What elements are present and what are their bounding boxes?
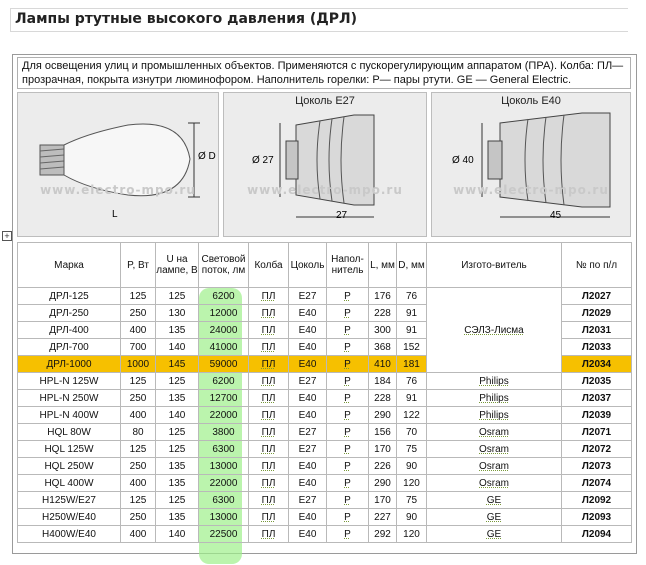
cell-diameter: 181: [397, 356, 427, 373]
cell-diameter: 75: [397, 492, 427, 509]
table-row: [18, 441, 632, 458]
cell-maker: GE: [427, 492, 562, 509]
cell-bulb: ПЛ: [249, 373, 289, 390]
cell-socket: E40: [289, 356, 327, 373]
cell-voltage: 125: [156, 373, 199, 390]
cell-maker: Philips: [427, 373, 562, 390]
cell-brand: H400W/E40: [18, 526, 121, 543]
cell-brand: HQL 125W: [18, 441, 121, 458]
cell-brand: HQL 400W: [18, 475, 121, 492]
cell-maker: Osram: [427, 475, 562, 492]
cell-maker: СЭЛЗ-Лисма: [427, 288, 562, 373]
table-row: [18, 526, 632, 543]
col-filler: Напол-нитель: [327, 243, 369, 288]
table-row: [18, 475, 632, 492]
cell-brand: ДРЛ-1000: [18, 356, 121, 373]
cell-filler: Р: [327, 526, 369, 543]
cell-maker: Osram: [427, 424, 562, 441]
cell-filler: Р: [327, 458, 369, 475]
cell-flux: 6300: [199, 441, 249, 458]
cell-code: Л2035: [562, 373, 632, 390]
cell-filler: Р: [327, 424, 369, 441]
col-power: P, Вт: [121, 243, 156, 288]
cell-flux: 12000: [199, 305, 249, 322]
cell-length: 176: [369, 288, 397, 305]
cell-diameter: 76: [397, 288, 427, 305]
cell-code: Л2074: [562, 475, 632, 492]
cell-bulb: ПЛ: [249, 288, 289, 305]
cell-bulb: ПЛ: [249, 305, 289, 322]
cell-length: 228: [369, 305, 397, 322]
cell-socket: E27: [289, 441, 327, 458]
cell-code: Л2094: [562, 526, 632, 543]
cell-brand: HQL 80W: [18, 424, 121, 441]
cell-flux: 6300: [199, 492, 249, 509]
cell-diameter: 90: [397, 458, 427, 475]
cell-voltage: 135: [156, 458, 199, 475]
col-diameter: D, мм: [397, 243, 427, 288]
cell-code: Л2027: [562, 288, 632, 305]
cell-socket: E40: [289, 475, 327, 492]
cell-voltage: 145: [156, 356, 199, 373]
cell-diameter: 120: [397, 475, 427, 492]
cell-filler: Р: [327, 356, 369, 373]
cell-flux: 13000: [199, 458, 249, 475]
cell-filler: Р: [327, 288, 369, 305]
lamp-table: [17, 242, 632, 543]
cell-socket: E40: [289, 322, 327, 339]
cell-filler: Р: [327, 441, 369, 458]
cell-code: Л2071: [562, 424, 632, 441]
col-length: L, мм: [369, 243, 397, 288]
cell-length: 228: [369, 390, 397, 407]
cell-power: 1000: [121, 356, 156, 373]
cell-voltage: 135: [156, 322, 199, 339]
cell-bulb: ПЛ: [249, 339, 289, 356]
cell-power: 400: [121, 526, 156, 543]
table-row: [18, 458, 632, 475]
cell-diameter: 76: [397, 373, 427, 390]
cell-power: 700: [121, 339, 156, 356]
table-row: [18, 492, 632, 509]
e40-diameter-label: Ø 40: [452, 155, 474, 166]
cell-brand: ДРЛ-250: [18, 305, 121, 322]
col-brand: Марка: [18, 243, 121, 288]
cell-code: Л2034: [562, 356, 632, 373]
table-header-row: [18, 243, 632, 288]
cell-filler: Р: [327, 322, 369, 339]
table-row: [18, 288, 632, 305]
cell-brand: HPL-N 400W: [18, 407, 121, 424]
cell-code: Л2039: [562, 407, 632, 424]
page-title: Лампы ртутные высокого давления (ДРЛ): [10, 8, 628, 32]
cell-diameter: 91: [397, 390, 427, 407]
socket-e40-caption: Цоколь E40: [501, 95, 561, 107]
cell-flux: 59000: [199, 356, 249, 373]
cell-voltage: 125: [156, 492, 199, 509]
cell-code: Л2031: [562, 322, 632, 339]
watermark: www.electro-mpo.ru: [40, 183, 196, 197]
cell-diameter: 122: [397, 407, 427, 424]
table-row: [18, 424, 632, 441]
cell-brand: ДРЛ-400: [18, 322, 121, 339]
cell-voltage: 140: [156, 526, 199, 543]
cell-socket: E40: [289, 458, 327, 475]
cell-code: Л2029: [562, 305, 632, 322]
description-text: Для освещения улиц и промышленных объектов. Применяются с пускорегулирующим аппаратом (ПРА). Колба: ПЛ— прозрачная, покрыта изнутри люминофором. Наполнитель горелки: Р— пары ртути. GE — General Electric.: [17, 57, 631, 89]
cell-filler: Р: [327, 492, 369, 509]
cell-power: 400: [121, 407, 156, 424]
cell-socket: E27: [289, 373, 327, 390]
cell-voltage: 135: [156, 475, 199, 492]
cell-power: 125: [121, 373, 156, 390]
cell-maker: Osram: [427, 441, 562, 458]
cell-filler: Р: [327, 407, 369, 424]
cell-length: 292: [369, 526, 397, 543]
cell-filler: Р: [327, 339, 369, 356]
cell-code: Л2093: [562, 509, 632, 526]
cell-code: Л2037: [562, 390, 632, 407]
cell-voltage: 125: [156, 441, 199, 458]
cell-bulb: ПЛ: [249, 424, 289, 441]
cell-flux: 6200: [199, 373, 249, 390]
cell-flux: 3800: [199, 424, 249, 441]
e40-length-label: 45: [550, 210, 562, 221]
cell-bulb: ПЛ: [249, 441, 289, 458]
col-socket: Цоколь: [289, 243, 327, 288]
cell-socket: E40: [289, 390, 327, 407]
watermark: www.electro-mpo.ru: [247, 183, 403, 197]
cell-length: 290: [369, 475, 397, 492]
lamp-diameter-label: Ø D: [198, 151, 216, 162]
cell-socket: E27: [289, 424, 327, 441]
cell-maker: GE: [427, 526, 562, 543]
cell-power: 125: [121, 288, 156, 305]
cell-bulb: ПЛ: [249, 458, 289, 475]
cell-bulb: ПЛ: [249, 526, 289, 543]
col-flux: Световой поток, лм: [199, 243, 249, 288]
cell-power: 400: [121, 322, 156, 339]
col-bulb: Колба: [249, 243, 289, 288]
cell-length: 184: [369, 373, 397, 390]
cell-flux: 6200: [199, 288, 249, 305]
cell-filler: Р: [327, 373, 369, 390]
cell-length: 170: [369, 492, 397, 509]
cell-power: 250: [121, 305, 156, 322]
table-row: [18, 373, 632, 390]
cell-code: Л2033: [562, 339, 632, 356]
cell-socket: E27: [289, 492, 327, 509]
cell-bulb: ПЛ: [249, 356, 289, 373]
cell-flux: 22500: [199, 526, 249, 543]
cell-code: Л2073: [562, 458, 632, 475]
cell-power: 250: [121, 390, 156, 407]
cell-bulb: ПЛ: [249, 509, 289, 526]
table-row: [18, 407, 632, 424]
cell-voltage: 140: [156, 407, 199, 424]
cell-power: 250: [121, 509, 156, 526]
table-move-handle[interactable]: +: [2, 231, 12, 241]
cell-diameter: 75: [397, 441, 427, 458]
cell-diameter: 120: [397, 526, 427, 543]
cell-bulb: ПЛ: [249, 492, 289, 509]
cell-length: 156: [369, 424, 397, 441]
cell-voltage: 125: [156, 424, 199, 441]
cell-voltage: 135: [156, 509, 199, 526]
cell-bulb: ПЛ: [249, 390, 289, 407]
cell-brand: H250W/E40: [18, 509, 121, 526]
cell-length: 410: [369, 356, 397, 373]
cell-filler: Р: [327, 475, 369, 492]
cell-flux: 13000: [199, 509, 249, 526]
cell-brand: HPL-N 125W: [18, 373, 121, 390]
cell-filler: Р: [327, 305, 369, 322]
cell-bulb: ПЛ: [249, 407, 289, 424]
lamp-drawing: [18, 93, 220, 238]
e27-diameter-label: Ø 27: [252, 155, 274, 166]
cell-length: 290: [369, 407, 397, 424]
col-maker: Изгото-витель: [427, 243, 562, 288]
cell-flux: 24000: [199, 322, 249, 339]
cell-voltage: 125: [156, 288, 199, 305]
cell-flux: 22000: [199, 475, 249, 492]
cell-maker: Philips: [427, 407, 562, 424]
cell-brand: HQL 250W: [18, 458, 121, 475]
socket-e40-figure: [431, 92, 631, 237]
cell-maker: GE: [427, 509, 562, 526]
col-code: № по п/л: [562, 243, 632, 288]
cell-brand: ДРЛ-700: [18, 339, 121, 356]
cell-diameter: 70: [397, 424, 427, 441]
cell-diameter: 90: [397, 509, 427, 526]
cell-power: 125: [121, 441, 156, 458]
cell-bulb: ПЛ: [249, 322, 289, 339]
cell-bulb: ПЛ: [249, 475, 289, 492]
cell-brand: ДРЛ-125: [18, 288, 121, 305]
cell-maker: Philips: [427, 390, 562, 407]
cell-filler: Р: [327, 390, 369, 407]
cell-socket: E40: [289, 305, 327, 322]
cell-maker: Osram: [427, 458, 562, 475]
cell-diameter: 91: [397, 322, 427, 339]
lamp-figure: [17, 92, 219, 237]
cell-power: 400: [121, 475, 156, 492]
cell-flux: 12700: [199, 390, 249, 407]
cell-flux: 41000: [199, 339, 249, 356]
cell-length: 170: [369, 441, 397, 458]
e27-length-label: 27: [336, 210, 348, 221]
cell-filler: Р: [327, 509, 369, 526]
cell-length: 368: [369, 339, 397, 356]
cell-diameter: 91: [397, 305, 427, 322]
cell-power: 125: [121, 492, 156, 509]
cell-voltage: 140: [156, 339, 199, 356]
cell-voltage: 135: [156, 390, 199, 407]
col-voltage: U на лампе, В: [156, 243, 199, 288]
cell-socket: E40: [289, 526, 327, 543]
cell-power: 80: [121, 424, 156, 441]
cell-socket: E40: [289, 407, 327, 424]
table-row: [18, 390, 632, 407]
cell-socket: E40: [289, 339, 327, 356]
cell-socket: E27: [289, 288, 327, 305]
lamp-length-label: L: [112, 209, 118, 220]
table-row: [18, 509, 632, 526]
cell-diameter: 152: [397, 339, 427, 356]
cell-length: 226: [369, 458, 397, 475]
cell-brand: HPL-N 250W: [18, 390, 121, 407]
socket-e27-figure: [223, 92, 427, 237]
cell-brand: H125W/E27: [18, 492, 121, 509]
cell-code: Л2092: [562, 492, 632, 509]
cell-power: 250: [121, 458, 156, 475]
watermark: www.electro-mpo.ru: [453, 183, 609, 197]
cell-code: Л2072: [562, 441, 632, 458]
socket-e27-caption: Цоколь E27: [295, 95, 355, 107]
cell-length: 300: [369, 322, 397, 339]
cell-voltage: 130: [156, 305, 199, 322]
cell-length: 227: [369, 509, 397, 526]
cell-socket: E40: [289, 509, 327, 526]
cell-flux: 22000: [199, 407, 249, 424]
